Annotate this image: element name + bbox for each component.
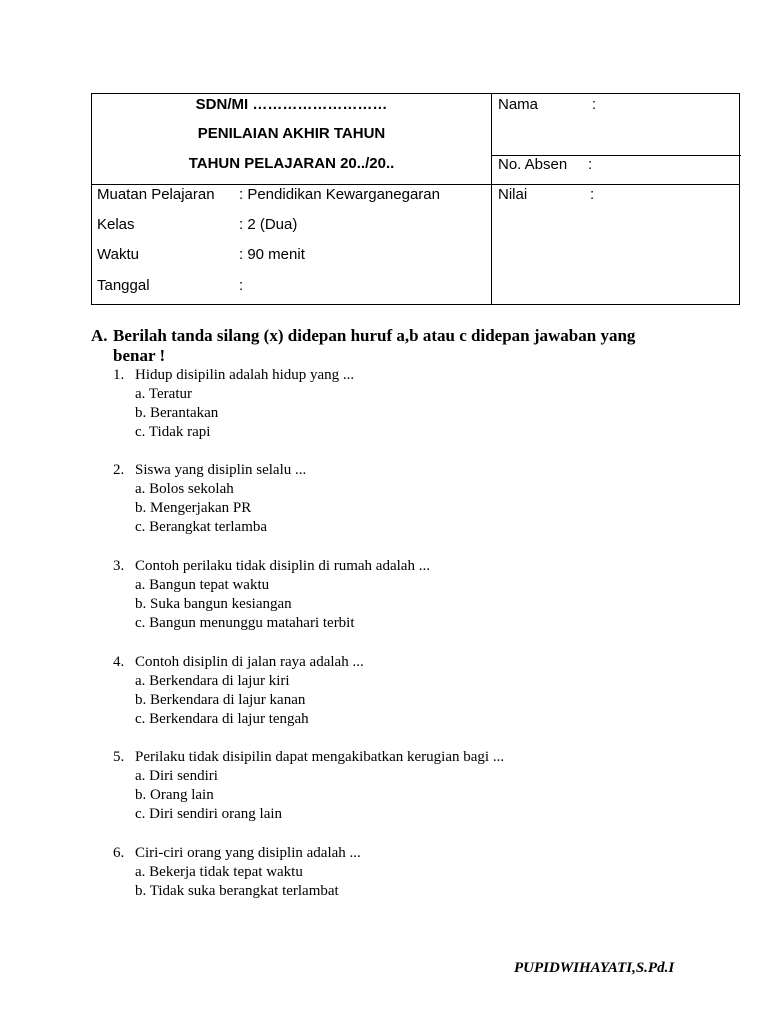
field-label-subject: Muatan Pelajaran — [97, 186, 215, 203]
option-a: a. Bolos sekolah — [135, 481, 234, 497]
nilai-label: Nilai — [498, 186, 528, 203]
field-value-date: : — [239, 277, 244, 294]
exam-header-table — [91, 93, 740, 305]
option-c: c. Berangkat terlamba — [135, 519, 268, 535]
nama-colon: : — [592, 96, 597, 113]
option-a: a. Teratur — [135, 386, 192, 402]
field-label-class: Kelas — [97, 216, 135, 233]
school-year: TAHUN PELAJARAN 20../20.. — [188, 155, 395, 172]
absen-label: No. Absen — [498, 156, 568, 173]
option-c: c. Bangun menunggu matahari terbit — [135, 615, 355, 631]
author-signature: PUPIDWIHAYATI,S.Pd.I — [514, 960, 675, 976]
question-stem: Hidup disipilin adalah hidup yang ... — [135, 367, 355, 383]
option-a: a. Diri sendiri — [135, 768, 218, 784]
absen-colon: : — [588, 156, 593, 173]
question-number: 1. — [113, 367, 125, 383]
table-divider-horizontal — [92, 184, 739, 185]
question-number: 5. — [113, 749, 125, 765]
option-a: a. Berkendara di lajur kiri — [135, 673, 290, 689]
question-number: 6. — [113, 845, 125, 861]
option-a: a. Bekerja tidak tepat waktu — [135, 864, 303, 880]
question-stem: Ciri-ciri orang yang disiplin adalah ... — [135, 845, 361, 861]
option-c: c. Berkendara di lajur tengah — [135, 711, 309, 727]
question-number: 4. — [113, 654, 125, 670]
option-b: b. Berkendara di lajur kanan — [135, 692, 306, 708]
question-number: 3. — [113, 558, 125, 574]
field-value-time: : 90 menit — [239, 246, 305, 263]
field-value-subject: : Pendidikan Kewarganegaran — [239, 186, 440, 203]
question-stem: Contoh perilaku tidak disiplin di rumah adalah ... — [135, 558, 430, 574]
question-stem: Contoh disiplin di jalan raya adalah ... — [135, 654, 364, 670]
option-c: c. Tidak rapi — [135, 424, 211, 440]
exam-title: PENILAIAN AKHIR TAHUN — [197, 125, 386, 142]
section-label: A. — [91, 326, 108, 345]
option-a: a. Bangun tepat waktu — [135, 577, 270, 593]
nama-label: Nama — [498, 96, 539, 113]
field-value-class: : 2 (Dua) — [239, 216, 298, 233]
field-label-time: Waktu — [97, 246, 139, 263]
question-stem: Siswa yang disiplin selalu ... — [135, 462, 307, 478]
option-c: c. Diri sendiri orang lain — [135, 806, 283, 822]
table-divider-vertical — [491, 94, 492, 304]
option-b: b. Mengerjakan PR — [135, 500, 252, 516]
question-number: 2. — [113, 462, 125, 478]
nilai-colon: : — [590, 186, 595, 203]
option-b: b. Suka bangun kesiangan — [135, 596, 292, 612]
option-b: b. Tidak suka berangkat terlambat — [135, 883, 339, 899]
option-b: b. Berantakan — [135, 405, 219, 421]
question-stem: Perilaku tidak disipilin dapat mengakibatkan kerugian bagi ... — [135, 749, 505, 765]
option-b: b. Orang lain — [135, 787, 214, 803]
school-name: SDN/MI ……………………… — [195, 96, 388, 113]
section-instruction: Berilah tanda silang (x) didepan huruf a,b atau c didepan jawaban yang benar ! — [113, 326, 636, 365]
field-label-date: Tanggal — [97, 277, 150, 294]
